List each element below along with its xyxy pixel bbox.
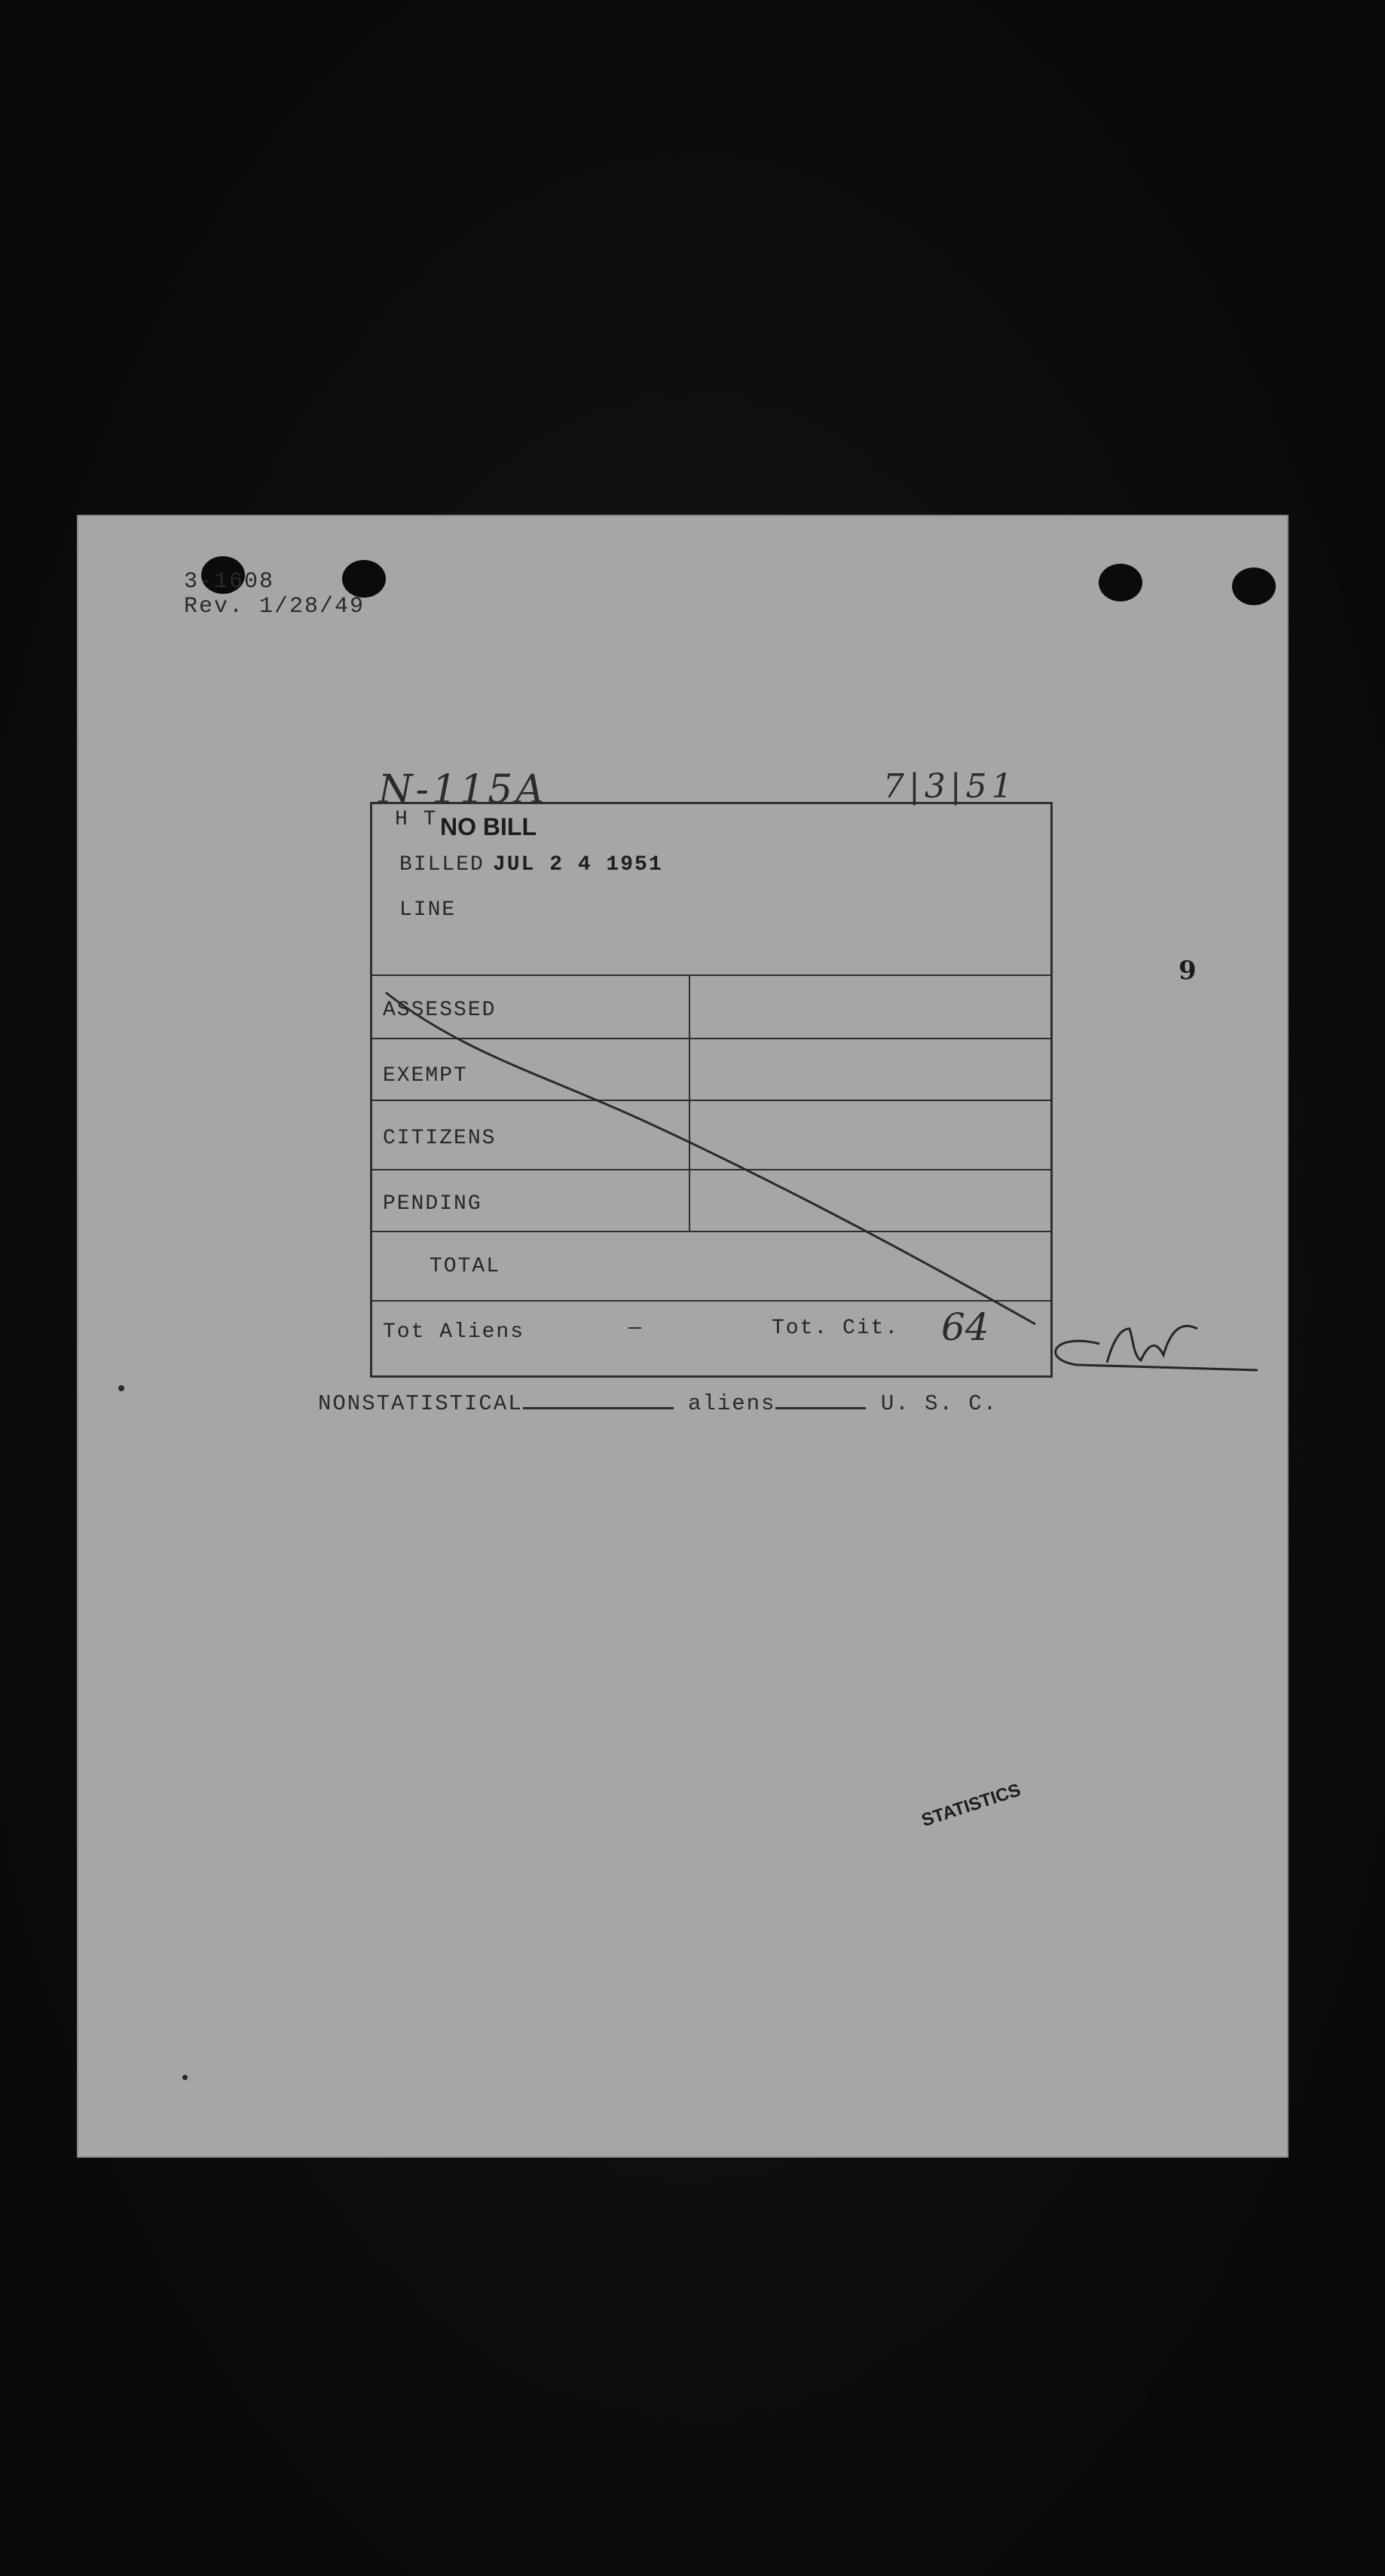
- blank-line: [775, 1389, 866, 1409]
- date-handwritten: 7|3|51: [883, 767, 1017, 806]
- citizens-label: CITIZENS: [383, 1127, 497, 1150]
- nonstatistical-label: NONSTATISTICAL: [318, 1391, 523, 1416]
- nonstatistical-line: [318, 1389, 998, 1416]
- speck: [182, 2075, 188, 2080]
- tot-aliens-label: Tot Aliens: [383, 1320, 525, 1344]
- form-revision: Rev. 1/28/49: [184, 594, 365, 620]
- punch-hole: [342, 560, 386, 598]
- punch-hole: [1099, 564, 1142, 601]
- aliens-label: aliens: [688, 1391, 776, 1416]
- blank-line: [523, 1389, 674, 1409]
- assessed-label: ASSESSED: [383, 999, 497, 1022]
- line-label: LINE: [399, 898, 457, 922]
- billing-form: [370, 802, 1053, 1378]
- file-number-handwritten: N-115A: [378, 767, 547, 812]
- billed-label: BILLED: [399, 853, 485, 877]
- form-number: 3-1608: [184, 569, 275, 595]
- tot-aliens-value: —: [628, 1317, 643, 1340]
- initials-signature: [1009, 1299, 1280, 1381]
- punch-hole: [1232, 568, 1276, 605]
- strike-line: [372, 804, 1050, 1375]
- no-bill-stamp: NO BILL: [440, 813, 537, 840]
- pending-label: PENDING: [383, 1192, 482, 1216]
- page-number: 9: [1179, 956, 1197, 986]
- usc-label: U. S. C.: [880, 1391, 998, 1416]
- statistics-stamp: STATISTICS: [919, 1779, 1023, 1831]
- total-label: TOTAL: [430, 1255, 501, 1278]
- tot-cit-value-handwritten: 64: [941, 1305, 989, 1349]
- ht-label: H T: [395, 808, 438, 831]
- speck: [118, 1385, 124, 1391]
- exempt-label: EXEMPT: [383, 1064, 468, 1088]
- billed-date-stamp: JUL 2 4 1951: [493, 853, 663, 877]
- tot-cit-label: Tot. Cit.: [772, 1317, 900, 1340]
- document-page: [77, 515, 1289, 2158]
